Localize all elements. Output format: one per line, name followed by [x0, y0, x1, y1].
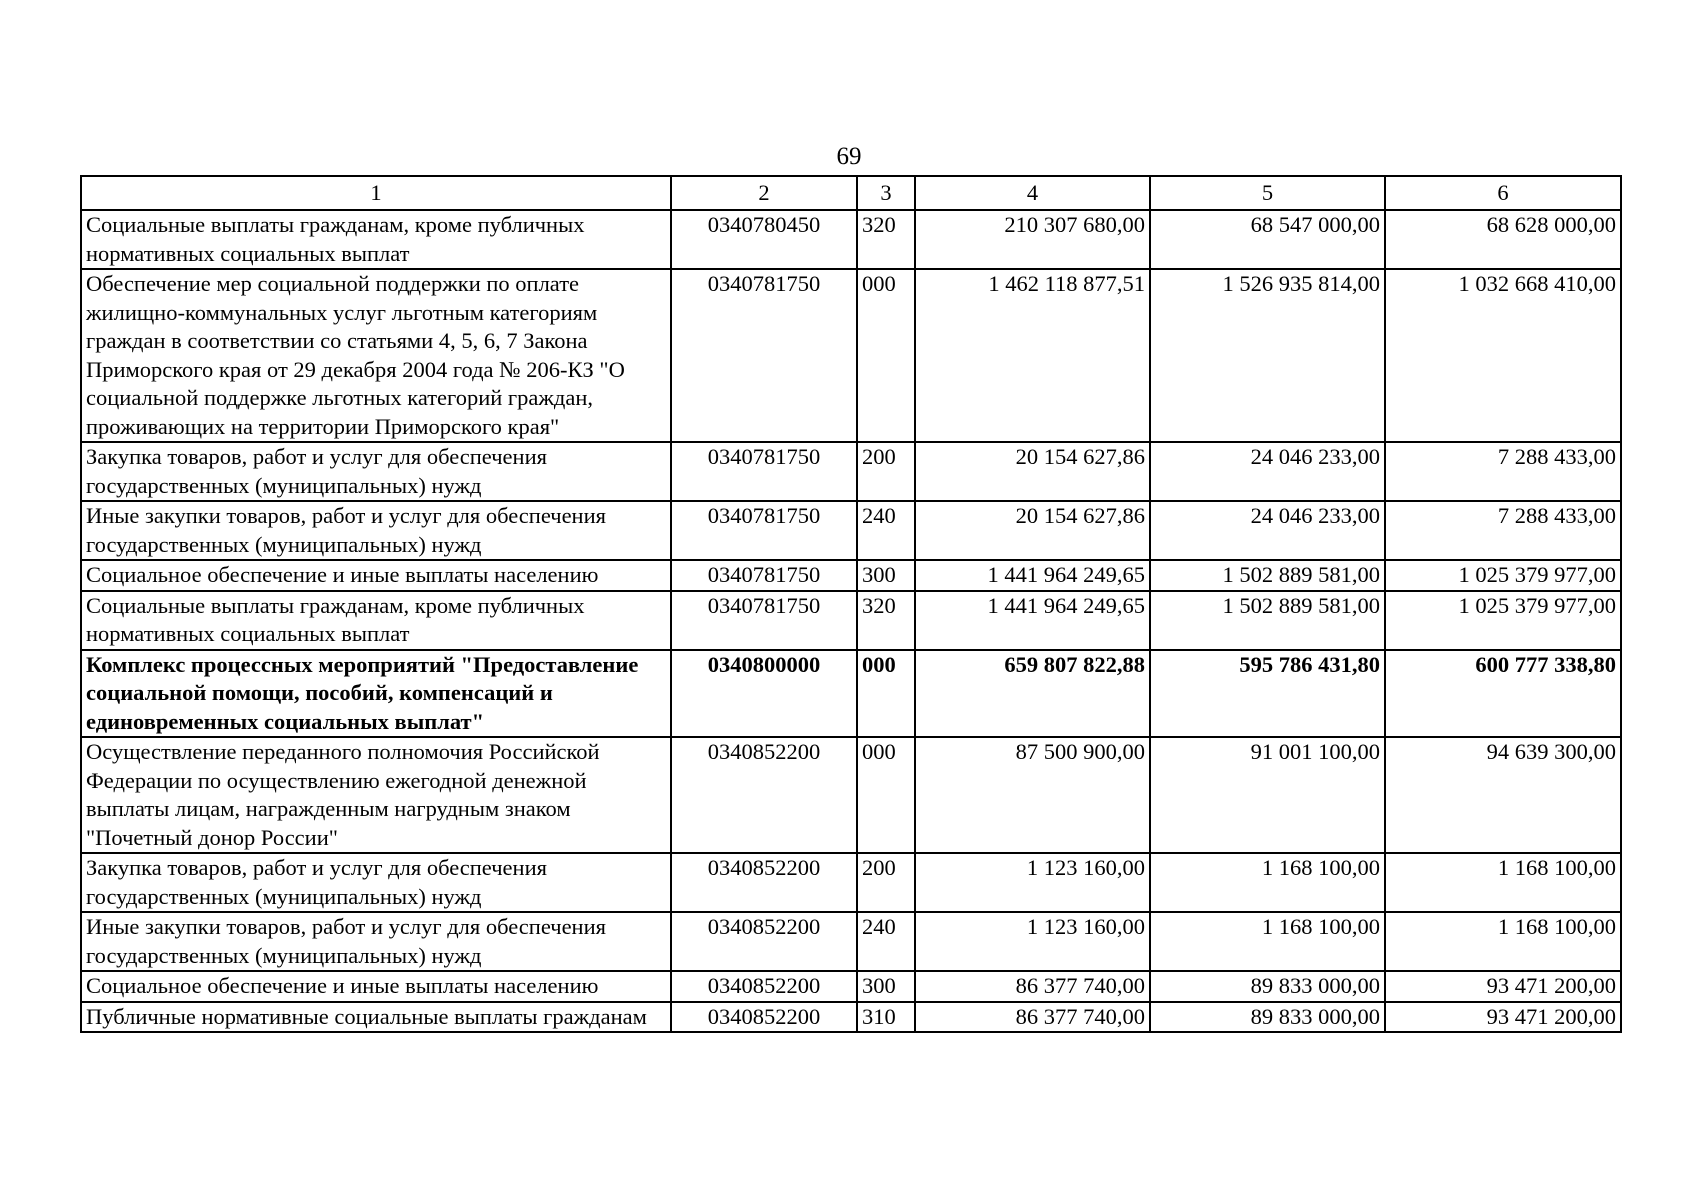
table-row	[81, 737, 1621, 853]
row-value-5: 1 168 100,00	[1150, 853, 1385, 912]
table-row	[81, 1002, 1621, 1033]
row-value-6: 7 288 433,00	[1385, 442, 1621, 501]
row-value-4: 1 441 964 249,65	[915, 591, 1150, 650]
row-value-6: 1 025 379 977,00	[1385, 560, 1621, 591]
table-row	[81, 501, 1621, 560]
row-name: Комплекс процессных мероприятий "Предоставление социальной помощи, пособий, компенсаций и единовременных социальных выплат"	[81, 650, 671, 738]
row-code: 0340781750	[671, 591, 857, 650]
row-value-5: 89 833 000,00	[1150, 971, 1385, 1002]
row-type: 300	[857, 971, 915, 1002]
row-value-5: 89 833 000,00	[1150, 1002, 1385, 1033]
row-code: 0340781750	[671, 442, 857, 501]
row-value-4: 20 154 627,86	[915, 442, 1150, 501]
page-number: 69	[836, 143, 862, 170]
row-value-5: 1 502 889 581,00	[1150, 560, 1385, 591]
row-value-6: 93 471 200,00	[1385, 971, 1621, 1002]
row-value-5: 91 001 100,00	[1150, 737, 1385, 853]
row-value-4: 1 123 160,00	[915, 853, 1150, 912]
header-col-4: 4	[915, 176, 1150, 210]
header-col-5: 5	[1150, 176, 1385, 210]
row-name: Иные закупки товаров, работ и услуг для обеспечения государственных (муниципальных) нужд	[81, 501, 671, 560]
row-value-6: 1 168 100,00	[1385, 853, 1621, 912]
row-value-4: 1 123 160,00	[915, 912, 1150, 971]
budget-table	[80, 175, 1622, 1033]
row-name: Закупка товаров, работ и услуг для обеспечения государственных (муниципальных) нужд	[81, 442, 671, 501]
header-col-3: 3	[857, 176, 915, 210]
row-value-6: 7 288 433,00	[1385, 501, 1621, 560]
row-code: 0340852200	[671, 853, 857, 912]
row-type: 320	[857, 210, 915, 269]
table-row	[81, 853, 1621, 912]
row-code: 0340781750	[671, 501, 857, 560]
row-value-6: 93 471 200,00	[1385, 1002, 1621, 1033]
table-row	[81, 442, 1621, 501]
row-value-4: 20 154 627,86	[915, 501, 1150, 560]
table-row	[81, 912, 1621, 971]
row-name: Социальное обеспечение и иные выплаты населению	[81, 971, 671, 1002]
row-value-6: 1 032 668 410,00	[1385, 269, 1621, 442]
row-name: Социальные выплаты гражданам, кроме публичных нормативных социальных выплат	[81, 591, 671, 650]
row-value-4: 1 462 118 877,51	[915, 269, 1150, 442]
row-value-6: 94 639 300,00	[1385, 737, 1621, 853]
row-name: Осуществление переданного полномочия Российской Федерации по осуществлению ежегодной денежной выплаты лицам, награжденным нагрудным знаком "Почетный донор России"	[81, 737, 671, 853]
row-code: 0340852200	[671, 912, 857, 971]
row-value-5: 68 547 000,00	[1150, 210, 1385, 269]
row-name: Обеспечение мер социальной поддержки по оплате жилищно-коммунальных услуг льготным категориям граждан в соответствии со статьями 4, 5, 6, 7 Закона Приморского края от 29 декабря 2004 года № 206-КЗ "О социальной поддержке льготных категорий граждан, проживающих на территории Приморского края"	[81, 269, 671, 442]
row-type: 310	[857, 1002, 915, 1033]
table-row	[81, 971, 1621, 1002]
row-type: 000	[857, 650, 915, 738]
row-value-5: 1 526 935 814,00	[1150, 269, 1385, 442]
row-code: 0340852200	[671, 1002, 857, 1033]
table-row	[81, 210, 1621, 269]
row-code: 0340852200	[671, 971, 857, 1002]
row-value-4: 1 441 964 249,65	[915, 560, 1150, 591]
row-value-5: 1 502 889 581,00	[1150, 591, 1385, 650]
table-body	[81, 210, 1621, 1032]
row-type: 240	[857, 501, 915, 560]
row-name: Публичные нормативные социальные выплаты гражданам	[81, 1002, 671, 1033]
row-type: 200	[857, 853, 915, 912]
row-type: 000	[857, 737, 915, 853]
row-name: Социальное обеспечение и иные выплаты населению	[81, 560, 671, 591]
row-code: 0340800000	[671, 650, 857, 738]
row-name: Иные закупки товаров, работ и услуг для обеспечения государственных (муниципальных) нужд	[81, 912, 671, 971]
table-row	[81, 560, 1621, 591]
row-value-5: 1 168 100,00	[1150, 912, 1385, 971]
header-col-2: 2	[671, 176, 857, 210]
row-value-5: 24 046 233,00	[1150, 442, 1385, 501]
row-code: 0340852200	[671, 737, 857, 853]
row-type: 240	[857, 912, 915, 971]
header-row	[81, 176, 1621, 210]
row-code: 0340780450	[671, 210, 857, 269]
row-code: 0340781750	[671, 560, 857, 591]
table-row	[81, 269, 1621, 442]
row-type: 300	[857, 560, 915, 591]
row-name: Закупка товаров, работ и услуг для обеспечения государственных (муниципальных) нужд	[81, 853, 671, 912]
row-type: 200	[857, 442, 915, 501]
row-value-6: 68 628 000,00	[1385, 210, 1621, 269]
row-value-6: 1 168 100,00	[1385, 912, 1621, 971]
row-code: 0340781750	[671, 269, 857, 442]
header-col-6: 6	[1385, 176, 1621, 210]
row-value-4: 659 807 822,88	[915, 650, 1150, 738]
row-value-4: 210 307 680,00	[915, 210, 1150, 269]
row-name: Социальные выплаты гражданам, кроме публичных нормативных социальных выплат	[81, 210, 671, 269]
row-type: 000	[857, 269, 915, 442]
row-type: 320	[857, 591, 915, 650]
table-row-bold	[81, 650, 1621, 738]
row-value-4: 87 500 900,00	[915, 737, 1150, 853]
header-col-1: 1	[81, 176, 671, 210]
row-value-5: 24 046 233,00	[1150, 501, 1385, 560]
row-value-4: 86 377 740,00	[915, 971, 1150, 1002]
row-value-6: 600 777 338,80	[1385, 650, 1621, 738]
row-value-5: 595 786 431,80	[1150, 650, 1385, 738]
row-value-4: 86 377 740,00	[915, 1002, 1150, 1033]
table-row	[81, 591, 1621, 650]
row-value-6: 1 025 379 977,00	[1385, 591, 1621, 650]
